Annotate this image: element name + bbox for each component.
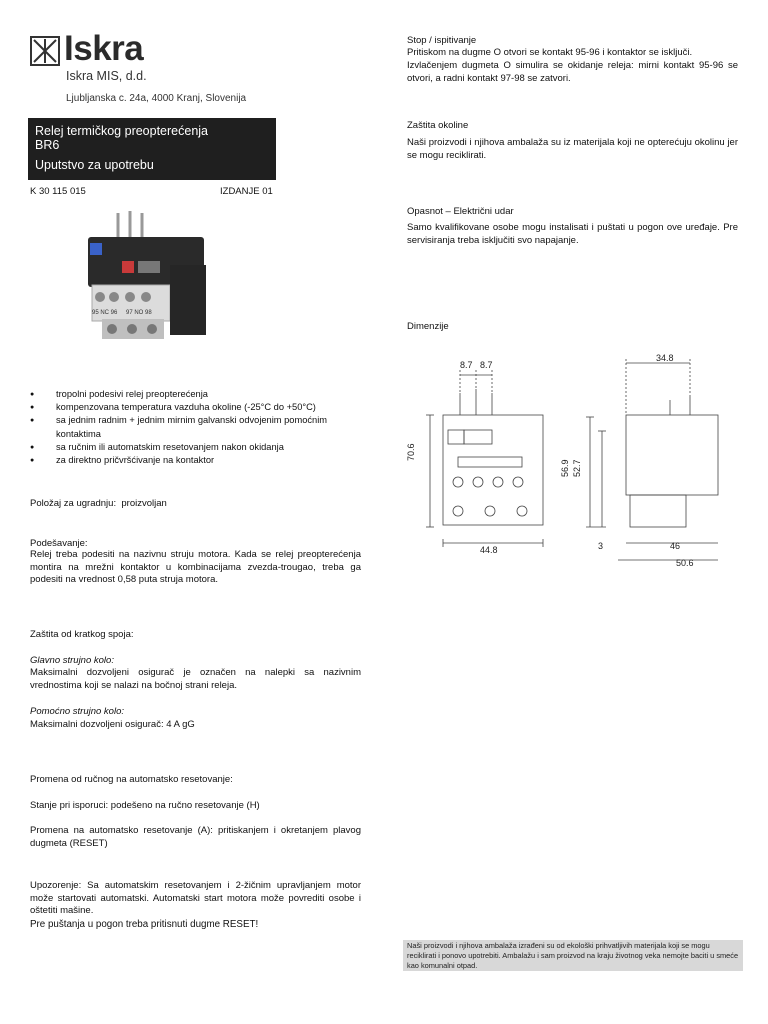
stop-test-title: Stop / ispitivanje <box>407 35 477 46</box>
terminal-label-no: 97 NO 98 <box>126 310 152 316</box>
banner-subtitle: Uputstvo za upotrebu <box>35 158 154 172</box>
mounting-label: Položaj za ugradnju: <box>30 498 117 509</box>
reset-delivery: Stanje pri isporuci: podešeno na ručno resetovanje (H) <box>30 800 260 811</box>
title-banner <box>28 118 276 180</box>
product-image <box>78 205 212 343</box>
features-list <box>30 388 366 467</box>
aux-circuit-title <box>30 705 124 718</box>
dimensions-title: Dimenzije <box>407 321 449 332</box>
dim-side-h1: 56.9 <box>560 459 570 477</box>
dim-top-a: 8.7 <box>460 360 473 370</box>
aux-circuit-text: Maksimalni dozvoljeni osigurač: 4 A gG <box>30 719 195 730</box>
danger-title: Opasnot – Električni udar <box>407 206 514 217</box>
stop-test-line1: Pritiskom na dugme O otvori se kontakt 95-96 i kontaktor se isključi. <box>407 47 693 58</box>
iskra-logo-icon <box>30 36 60 66</box>
main-circuit-text: Maksimalni dozvoljeni osigurač je označen na nalepki sa nazivnim vrednostima koji se nalazi na bočnoj strani releja. <box>30 667 361 691</box>
dim-side-h2: 52.7 <box>572 459 582 477</box>
brand-name: Iskra <box>64 29 144 68</box>
edition-label: IZDANJE 01 <box>220 186 273 197</box>
env-title: Zaštita okoline <box>407 120 469 131</box>
env-text: Naši proizvodi i njihova ambalaža su iz materijala koji ne opterećuju okolinu jer se mogu reciklirati. <box>407 137 738 161</box>
banner-title: Relej termičkog preopterećenja <box>35 124 209 138</box>
dim-side-offset: 3 <box>598 541 604 551</box>
feature-item: ● tropolni podesivi relej preopterećenja <box>30 388 366 401</box>
warning-text: Upozorenje: Sa automatskim resetovanjem i 2-žičnim upravljanjem motor može startovati automatski. Automatski start motora može povrediti osobe i oštetiti mašine. <box>30 880 361 917</box>
footer-recycling-note <box>403 940 743 971</box>
dim-total-height: 70.6 <box>406 443 416 461</box>
feature-item: ● sa ručnim ili automatskim resetovanjem nakon okidanja <box>30 441 366 454</box>
reset-change: Promena na automatsko resetovanje (A): pritiskanjem i okretanjem plavog dugmeta (RESET) <box>30 825 361 849</box>
banner-model: BR6 <box>35 138 60 152</box>
reset-title: Promena od ručnog na automatsko resetovanje: <box>30 774 233 785</box>
danger-text: Samo kvalifikovane osobe mogu instalisati i puštati u pogon ove uređaje. Pre servisiranja treba isključiti svo napajanje. <box>407 222 738 246</box>
document-number: K 30 115 015 <box>30 186 86 197</box>
short-circuit-title: Zaštita od kratkog spoja: <box>30 629 134 640</box>
feature-item: ● kompenzovana temperatura vazduha okoline (-25°C do +50°C) <box>30 401 366 414</box>
warning-reset-line: Pre puštanja u pogon treba pritisnuti dugme RESET! <box>30 919 259 930</box>
dim-top-b: 8.7 <box>480 360 493 370</box>
stop-test-line2: Izvlačenjem dugmeta O simulira se okidanje releja: mirni kontakt 95-96 se otvori, a radni kontakt 97-98 se zatvori. <box>407 60 738 84</box>
main-circuit-title <box>30 654 114 667</box>
feature-item: ● sa jednim radnim + jednim mirnim galvanski odvojenim pomoćnim kontaktima <box>30 414 366 440</box>
dim-side-mid: 46 <box>670 541 681 551</box>
footer-note-text: Naši proizvodi i njihova ambalaža izrađeni su od ekološki prihvatljivih materijala koji se mogu reciklirati i ponovo upotrebiti. Ambalažu i sam proizvod na kraju životnog veka nemojte baciti u smeće kao komunalni otpad. <box>407 941 739 970</box>
feature-item: ● za direktno pričvršćivanje na kontaktor <box>30 454 366 467</box>
setting-title: Podešavanje: <box>30 538 88 549</box>
terminal-label-nc: 95 NC 96 <box>92 310 118 316</box>
company-name: Iskra MIS, d.d. <box>66 69 147 83</box>
dim-side-top: 34.8 <box>656 353 674 363</box>
mounting-value: proizvoljan <box>121 498 167 509</box>
aux-circuit-title-text: Pomoćno strujno kolo: <box>30 706 124 717</box>
company-address: Ljubljanska c. 24a, 4000 Kranj, Slovenija <box>66 93 247 104</box>
dimension-drawing <box>400 345 730 575</box>
mounting-position <box>30 497 167 510</box>
dim-side-total: 50.6 <box>676 558 694 568</box>
dim-front-width: 44.8 <box>480 545 498 555</box>
setting-text: Relej treba podesiti na nazivnu struju motora. Kada se relej preopterećenja montira na mrežni kontaktor u kombinacijama zvezda-trougao, treba ga podesiti na vrednost 0,58 puta struja motora. <box>30 549 361 586</box>
main-circuit-title-text: Glavno strujno kolo: <box>30 655 114 666</box>
